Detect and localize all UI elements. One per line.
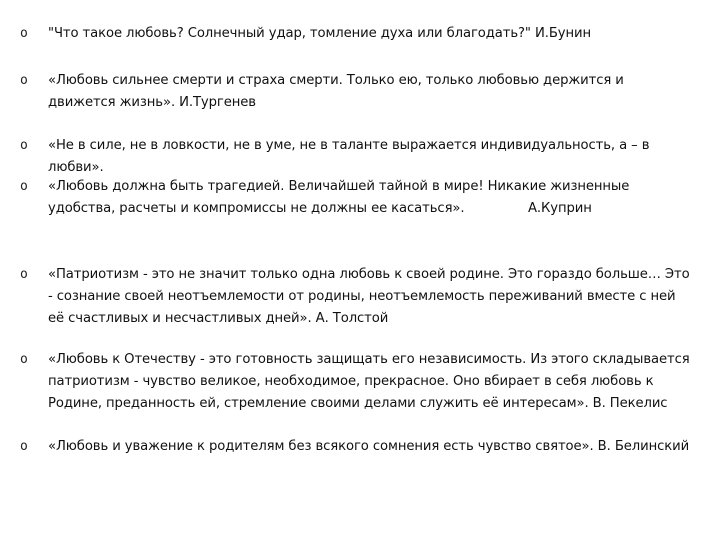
quote-line: «Не в силе, не в ловкости, не в уме, не в таланте выражается индивидуальность, а – в bbox=[48, 138, 650, 153]
quote-text bbox=[48, 436, 710, 458]
quote-text bbox=[48, 70, 710, 114]
quote-text bbox=[48, 135, 710, 179]
quote-author: А.Куприн bbox=[528, 201, 592, 216]
quote-line: патриотизм - чувство великое, необходимое, прекрасное. Оно вбирает в себя любовь к bbox=[48, 374, 654, 389]
bullet-marker: o bbox=[20, 179, 28, 194]
bullet-marker: o bbox=[20, 26, 28, 41]
quote-line: её счастливых и несчастливых дней». А. Толстой bbox=[48, 311, 389, 326]
quote-line: «Любовь к Отечеству - это готовность защищать его независимость. Из этого складывается bbox=[48, 352, 690, 367]
bullet-marker: o bbox=[20, 138, 28, 153]
bullet-marker: o bbox=[20, 352, 28, 367]
quote-line: Родине, преданность ей, стремление своими делами служить её интересам». В. Пекелис bbox=[48, 396, 668, 411]
quote-line: удобства, расчеты и компромиссы не должны ее касаться». bbox=[48, 201, 465, 216]
quote-line: движется жизнь». И.Тургенев bbox=[48, 95, 256, 110]
quote-line: любви». bbox=[48, 160, 104, 175]
quote-line: - сознание своей неотъемлемости от родины, неотъемлемость переживаний вместе с ней bbox=[48, 289, 676, 304]
quote-text bbox=[48, 349, 710, 415]
quote-line: «Патриотизм - это не значит только одна любовь к своей родине. Это гораздо больше… Это bbox=[48, 267, 690, 282]
quote-line: "Что такое любовь? Солнечный удар, томление духа или благодать?" И.Бунин bbox=[48, 26, 591, 41]
bullet-marker: o bbox=[20, 73, 28, 88]
quote-text bbox=[48, 264, 710, 330]
quote-text bbox=[48, 23, 710, 45]
quote-line: «Любовь должна быть трагедией. Величайшей тайной в мире! Никакие жизненные bbox=[48, 179, 630, 194]
quote-line: «Любовь и уважение к родителям без всякого сомнения есть чувство святое». В. Белинский bbox=[48, 439, 690, 454]
quote-line: «Любовь сильнее смерти и страха смерти. Только ею, только любовью держится и bbox=[48, 73, 624, 88]
quote-text bbox=[48, 176, 710, 220]
bullet-marker: o bbox=[20, 439, 28, 454]
bullet-marker: o bbox=[20, 267, 28, 282]
